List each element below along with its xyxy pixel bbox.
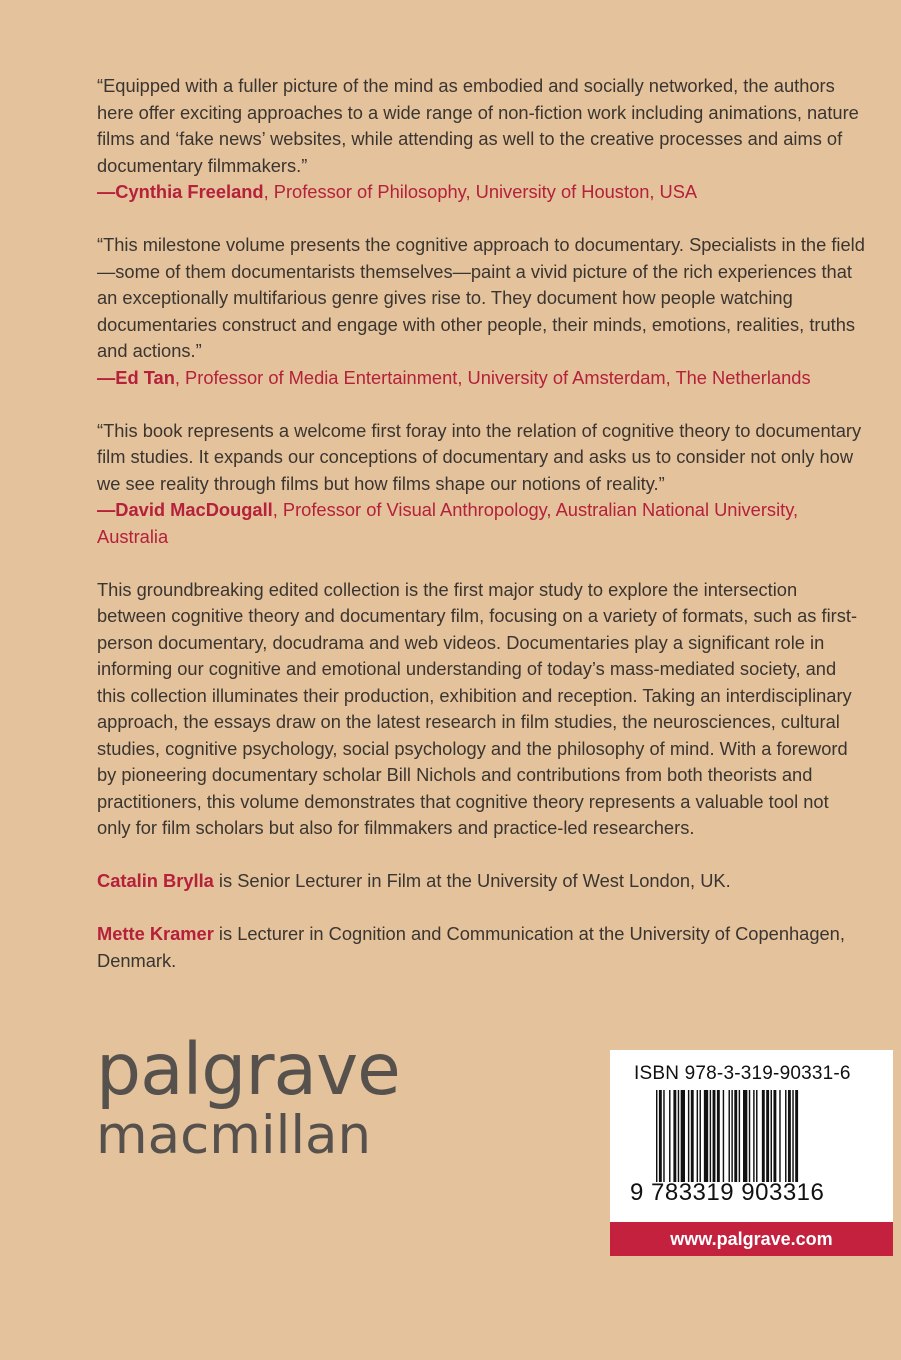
book-description: This groundbreaking edited collection is the first major study to explore the intersection between cognitive theory and documentary film, focusing on a variety of formats, such as first-person documentary, docudrama and web videos. Documentaries play a significant role in informing our cognitive and emotional understanding of today’s mass-mediated society, and this collection illuminates their production, exhibition and reception. Taking an interdisciplinary approach, the essays draw on the latest research in film studies, the neurosciences, cultural studies, cognitive psychology, social psychology and the philosophy of mind. With a foreword by pioneering documentary scholar Bill Nichols and contributions from both theorists and practitioners, this volume demonstrates that cognitive theory represents a valuable tool not only for film scholars but also for filmmakers and practice-led researchers. xyxy=(97,578,858,838)
editor-bio-text: is Senior Lecturer in Film at the University of West London, UK. xyxy=(213,870,731,891)
barcode-bar xyxy=(691,1090,694,1182)
barcode-bar xyxy=(785,1090,786,1182)
isbn-label: ISBN 978-3-319-90331-6 xyxy=(634,1063,851,1084)
endorser-affiliation: , Professor of Philosophy, University of Houston, USA xyxy=(263,181,698,202)
endorsement-2 xyxy=(97,232,867,391)
endorsement-1 xyxy=(97,73,867,206)
back-cover-text xyxy=(97,73,867,1001)
endorsement-text: “Equipped with a fuller picture of the mind as embodied and socially networked, the authors here offer exciting approaches to a wide range of non-fiction work including animations, nature films and ‘fake news’ websites, while attending as well to the creative processes and aims of documentary filmmakers.” xyxy=(97,75,859,176)
barcode-bars xyxy=(656,1090,846,1182)
barcode-bar xyxy=(788,1090,791,1182)
barcode-bar xyxy=(713,1090,716,1182)
barcode-bar xyxy=(771,1090,772,1182)
endorser-affiliation: , Professor of Media Entertainment, University of Amsterdam, The Netherlands xyxy=(174,366,811,388)
endorsement-text: “This milestone volume presents the cognitive approach to documentary. Specialists in the field—some of them documentarists themselves—paint a vivid picture of the rich experiences that an exceptionally multifarious genre gives rise to. They document how people watching documentaries construct and engage with other people, their minds, emotions, realities, truths and actions.” xyxy=(97,234,865,361)
endorser-affiliation: , Professor of Visual Anthropology, Australian National University, Australia xyxy=(97,499,799,547)
endorser-name: David MacDougall xyxy=(115,499,273,520)
barcode-bar xyxy=(669,1090,670,1182)
isbn-barcode-panel xyxy=(610,1050,893,1256)
barcode-bar xyxy=(710,1090,711,1182)
endorsement-attribution xyxy=(97,497,867,550)
barcode-bar xyxy=(756,1090,757,1182)
barcode-bar xyxy=(704,1090,708,1182)
attribution-dash: — xyxy=(97,366,116,388)
endorsement-text: “This book represents a welcome first foray into the relation of cognitive theory to documentary film studies. It expands our conceptions of documentary and asks us to consider not only how we see reality through films but how films shape our notions of reality.” xyxy=(97,419,862,494)
endorsement-attribution xyxy=(97,365,867,392)
barcode-bar xyxy=(739,1090,740,1182)
barcode-bar xyxy=(700,1090,701,1182)
barcode-bar xyxy=(731,1090,732,1182)
barcode-bar xyxy=(688,1090,689,1182)
attribution-dash: — xyxy=(97,181,116,202)
barcode-bar xyxy=(656,1090,657,1182)
barcode-bar xyxy=(663,1090,664,1182)
endorser-name: Cynthia Freeland xyxy=(115,181,264,202)
barcode-bar xyxy=(743,1090,747,1182)
editor-bio-1 xyxy=(97,868,867,895)
endorsement-3 xyxy=(97,418,867,551)
barcode-bar xyxy=(678,1090,679,1182)
barcode-bar xyxy=(779,1090,780,1182)
barcode-bar xyxy=(766,1090,769,1182)
publisher-logo-line1: palgrave xyxy=(96,1028,400,1111)
barcode-digits: 9 783319 903316 xyxy=(630,1179,825,1206)
barcode-bar xyxy=(729,1090,730,1182)
barcode-bar xyxy=(753,1090,754,1182)
publisher-logo-line2: macmillan xyxy=(96,1105,372,1166)
publisher-logo xyxy=(96,1028,400,1166)
barcode-bar xyxy=(795,1090,798,1182)
barcode-bar xyxy=(717,1090,720,1182)
barcode-bar xyxy=(749,1090,750,1182)
barcode-bar xyxy=(762,1090,765,1182)
barcode-bar xyxy=(673,1090,676,1182)
barcode-bar xyxy=(792,1090,793,1182)
endorsement-attribution xyxy=(97,179,867,206)
barcode-bar xyxy=(697,1090,698,1182)
barcode-bar xyxy=(773,1090,776,1182)
publisher-url: www.palgrave.com xyxy=(610,1222,893,1256)
barcode-bar xyxy=(681,1090,685,1182)
attribution-dash: — xyxy=(97,499,116,520)
barcode-bar xyxy=(659,1090,662,1182)
endorser-name: Ed Tan xyxy=(115,366,175,388)
editor-bio-text: is Lecturer in Cognition and Communication at the University of Copenhagen, Denmark. xyxy=(97,923,845,971)
editor-bio-2 xyxy=(97,921,867,974)
barcode-bar xyxy=(723,1090,724,1182)
editor-name: Catalin Brylla xyxy=(97,870,214,891)
editor-name: Mette Kramer xyxy=(97,923,214,944)
barcode-bar xyxy=(734,1090,737,1182)
